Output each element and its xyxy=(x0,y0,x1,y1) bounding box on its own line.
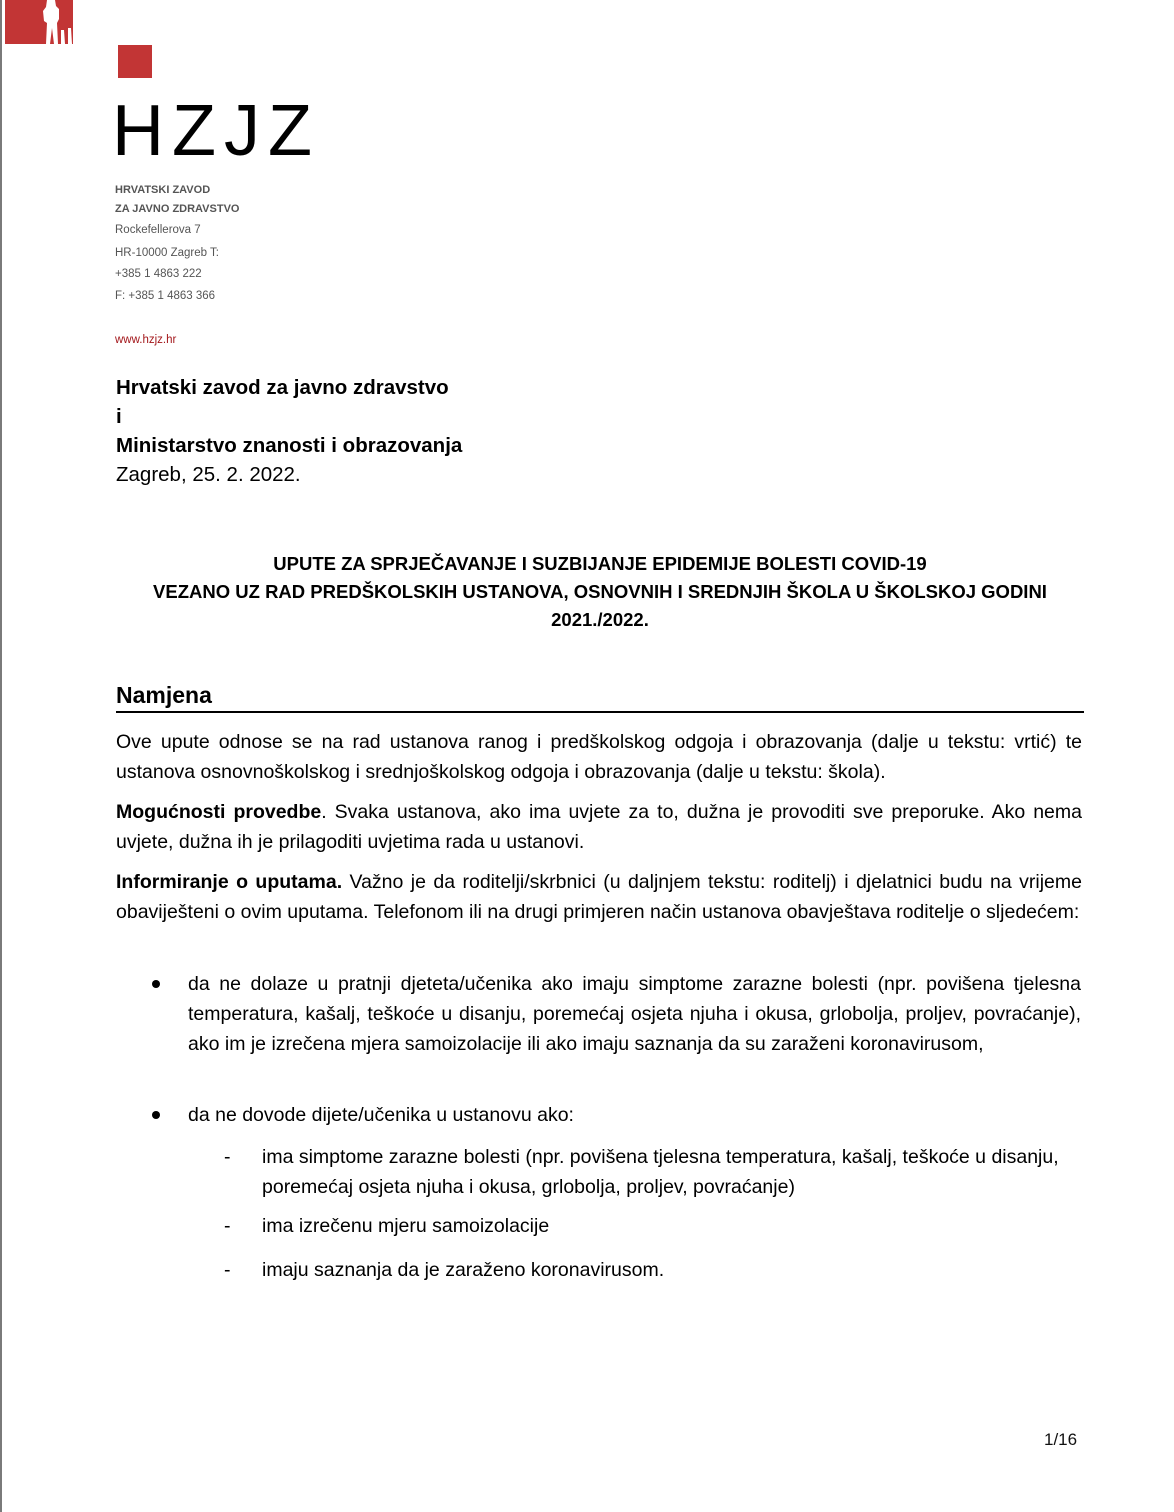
issuer-conjunction: i xyxy=(116,405,122,428)
logo-wordmark: HZJZ xyxy=(112,91,320,171)
place-date: Zagreb, 25. 2. 2022. xyxy=(116,463,301,486)
address-org-line-1: HRVATSKI ZAVOD xyxy=(115,184,211,196)
dash-marker: - xyxy=(224,1259,231,1281)
address-city: HR-10000 Zagreb T: xyxy=(115,247,219,259)
paragraph-implementation xyxy=(116,797,1082,857)
section-heading: Namjena xyxy=(116,682,212,708)
section-heading-rule xyxy=(116,711,1084,713)
document-title-line-2: VEZANO UZ RAD PREDŠKOLSKIH USTANOVA, OSNOVNIH I SREDNJIH ŠKOLA U ŠKOLSKOJ GODINI xyxy=(153,581,1047,602)
page-number: 1/16 xyxy=(1044,1430,1078,1449)
address-org-line-2: ZA JAVNO ZDRAVSTVO xyxy=(115,203,240,215)
bullet-item-1: da ne dolaze u pratnji djeteta/učenika ako imaju simptome zarazne bolesti (npr. povišena tjelesna temperatura, kašalj, teškoće u disanju, poremećaj osjeta njuha i okusa, grlobolja, proljev, povraćanje), ako im je izrečena mjera samoizolacije ili ako imaju saznanja da su zaraženi koronavirusom, xyxy=(188,973,1081,1055)
paragraph-implementation-text: . Svaka ustanova, ako ima uvjete za to, dužna je provoditi sve preporuke. Ako nema uvjete, dužna ih je prilagoditi uvjetima rada u ustanovi. xyxy=(116,801,1082,853)
logo-square xyxy=(118,45,152,78)
sub-item-3: imaju saznanja da je zaraženo koronavirusom. xyxy=(262,1259,665,1281)
sub-item-2: ima izrečenu mjeru samoizolacije xyxy=(262,1215,550,1237)
issuer-org-2: Ministarstvo znanosti i obrazovanja xyxy=(116,434,463,457)
people-silhouette-icon xyxy=(35,0,73,44)
document-title-line-1: UPUTE ZA SPRJEČAVANJE I SUZBIJANJE EPIDEMIJE BOLESTI COVID-19 xyxy=(273,553,927,574)
paragraph-informing-text: Važno je da roditelji/skrbnici (u daljnjem tekstu: roditelj) i djelatnici budu na vrijeme obaviješteni o ovim uputama. Telefonom ili na drugi primjeren način ustanova obavještava roditelje o sljedećem: xyxy=(116,871,1082,923)
dash-marker: - xyxy=(224,1215,231,1237)
paragraph-implementation-label: Mogućnosti provedbe xyxy=(116,801,322,823)
paragraph-purpose: Ove upute odnose se na rad ustanova ranog i predškolskog odgoja i obrazovanja (dalje u tekstu: vrtić) te ustanova osnovnoškolskog i srednjoškolskog odgoja i obrazovanja (dalje u tekstu: škola). xyxy=(116,731,1082,783)
issuer-org-1: Hrvatski zavod za javno zdravstvo xyxy=(116,376,449,399)
paragraph-informing xyxy=(116,867,1082,927)
dash-marker: - xyxy=(224,1146,231,1168)
bullet-dot-icon xyxy=(152,1111,160,1119)
paragraph-informing-label: Informiranje o uputama. xyxy=(116,871,343,893)
document-title-line-3: 2021./2022. xyxy=(551,609,649,630)
address-street: Rockefellerova 7 xyxy=(115,224,201,236)
bullet-item-2: da ne dovode dijete/učenika u ustanovu ako: xyxy=(188,1104,574,1126)
page-left-edge xyxy=(0,0,2,1512)
sub-item-1: ima simptome zarazne bolesti (npr. povišena tjelesna temperatura, kašalj, teškoće u disanju, poremećaj osjeta njuha i okusa, grlobolja, proljev, povraćanje) xyxy=(262,1146,1059,1198)
bullet-dot-icon xyxy=(152,980,160,988)
corner-brand-block xyxy=(5,0,73,44)
address-fax: F: +385 1 4863 366 xyxy=(115,290,216,302)
website-link[interactable]: www.hzjz.hr xyxy=(115,334,177,346)
address-phone: +385 1 4863 222 xyxy=(115,268,202,280)
